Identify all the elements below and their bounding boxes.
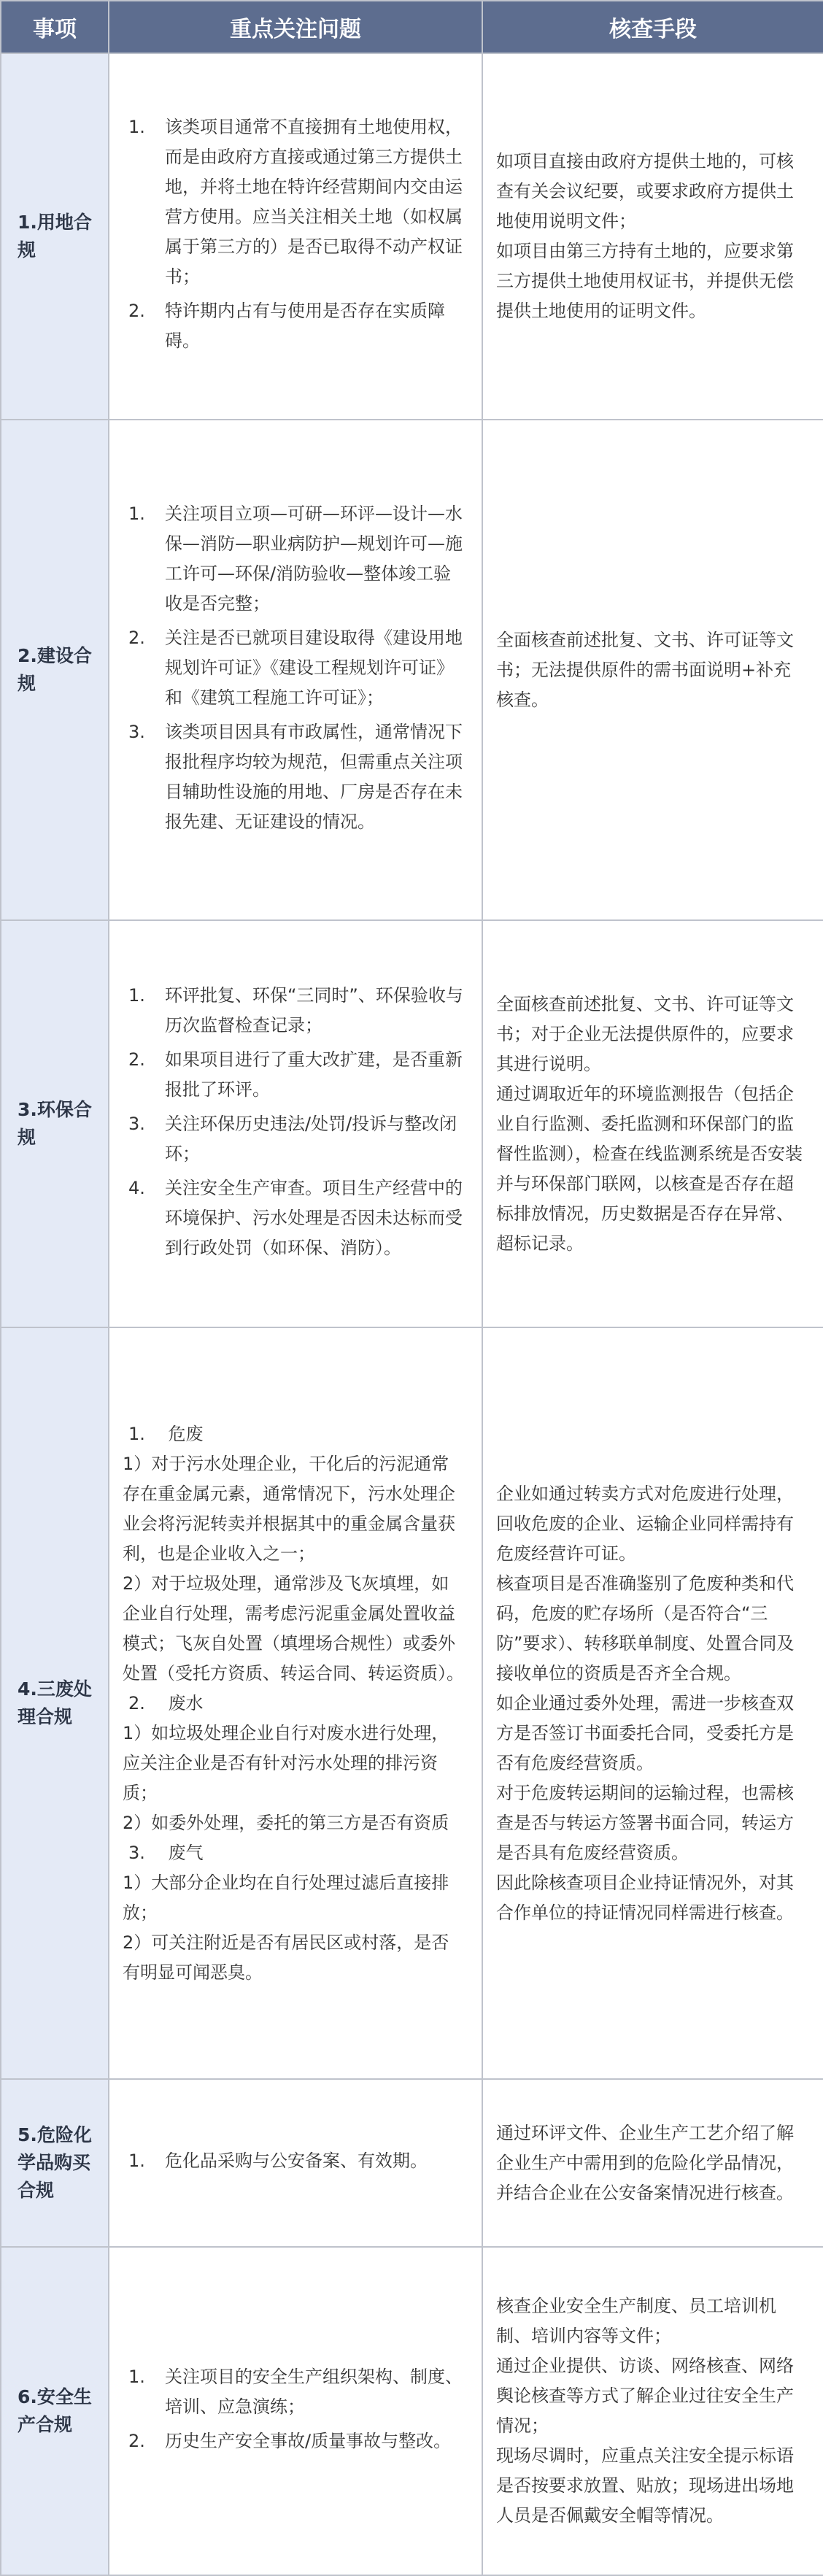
list-item: 1. 危化品采购与公安备案、有效期。 [128,2150,428,2171]
check-cell [482,53,823,420]
list-item: 2. 历史生产安全事故/质量事故与整改。 [128,2430,452,2451]
subsection-heading: 1. 危废 [128,1423,204,1444]
check-cell [482,420,823,920]
check-paragraph: 全面核查前述批复、文书、许可证等文书；无法提供原件的需书面说明+补充核查。 [496,629,794,710]
check-paragraph: 核查项目是否准确鉴别了危废种类和代码，危废的贮存场所（是否符合“三防”要求）、转移联单制度、处置合同及接收单位的资质是否齐全合规。 [496,1573,795,1684]
header-focus: 重点关注问题 [109,1,482,53]
subsection-paragraph: 2）可关注附近是否有居民区或村落，是否有明显可闻恶臭。 [123,1932,449,1983]
check-paragraph: 因此除核查项目企业持证情况外，对其合作单位的持证情况同样需进行核查。 [496,1872,794,1923]
row-item: 5.危险化学品购买合规 [1,2079,109,2247]
check-paragraph: 通过环评文件、企业生产工艺介绍了解企业生产中需用到的危险化学品情况，并结合企业在公安备案情况进行核查。 [496,2122,794,2203]
list-item: 1. 关注项目立项—可研—环评—设计—水保—消防—职业病防护—规划许可—施工许可—环保/消防验收—整体竣工验收是否完整； [128,503,463,614]
table-row [1,1327,823,2079]
check-cell [482,920,823,1327]
check-paragraph: 通过企业提供、访谈、网络核查、网络舆论核查等方式了解企业过往安全生产情况； [496,2356,794,2436]
subsection-paragraph: 1）如垃圾处理企业自行对废水进行处理，应关注企业是否有针对污水处理的排污资质； [123,1722,449,1803]
row-item: 4.三废处理合规 [1,1327,109,2079]
list-item: 4. 关注安全生产审查。项目生产经营中的环境保护、污水处理是否因未达标而受到行政处罚（如环保、消防）。 [128,1177,463,1258]
list-item: 1. 该类项目通常不直接拥有土地使用权，而是由政府方直接或通过第三方提供土地，并将土地在特许经营期间内交由运营方使用。应当关注相关土地（如权属属于第三方的）是否已取得不动产权证书； [128,117,463,287]
check-paragraph: 如项目直接由政府方提供土地的，可核查有关会议纪要，或要求政府方提供土地使用说明文件； [496,151,794,231]
focus-cell [109,2247,482,2575]
check-paragraph: 全面核查前述批复、文书、许可证等文书；对于企业无法提供原件的，应要求其进行说明。 [496,993,794,1074]
list-item: 1. 关注项目的安全生产组织架构、制度、培训、应急演练； [128,2366,463,2417]
table-row [1,2247,823,2575]
focus-cell [109,53,482,420]
row-item: 2.建设合规 [1,420,109,920]
focus-list [123,499,465,837]
check-paragraph: 对于危废转运期间的运输过程，也需核查是否与转运方签署书面合同，转运方是否具有危废经营资质。 [496,1782,794,1863]
row-item: 3.环保合规 [1,920,109,1327]
check-cell [482,2079,823,2247]
row-item: 1.用地合规 [1,53,109,420]
table-row [1,920,823,1327]
focus-list [123,112,465,356]
subsection-heading: 2. 废水 [128,1692,204,1713]
header-item: 事项 [1,1,109,53]
focus-list [123,981,465,1263]
table-row [1,53,823,420]
focus-cell [109,2079,482,2247]
list-item: 2. 关注是否已就项目建设取得《建设用地规划许可证》《建设工程规划许可证》和《建筑工程施工许可证》； [128,627,463,708]
check-paragraph: 核查企业安全生产制度、员工培训机制、培训内容等文件； [496,2296,776,2346]
list-item: 3. 关注环保历史违法/处罚/投诉与整改闭环； [128,1113,457,1164]
focus-cell [109,920,482,1327]
focus-cell [109,1327,482,2079]
subsection-paragraph: 1）对于污水处理企业，干化后的污泥通常存在重金属元素，通常情况下，污水处理企业会将污泥转卖并根据其中的重金属含量获利，也是企业收入之一； [123,1453,455,1564]
subsection-paragraph: 2）如委外处理，委托的第三方是否有资质 [123,1812,449,1833]
check-paragraph: 通过调取近年的环境监测报告（包括企业自行监测、委托监测和环保部门的监督性监测），检查在线监测系统是否安装并与环保部门联网，以核查是否存在超标排放情况，历史数据是否存在异常、超标记录。 [496,1083,803,1254]
focus-list [123,2362,465,2456]
check-paragraph: 如项目由第三方持有土地的，应要求第三方提供土地使用权证书，并提供无偿提供土地使用的证明文件。 [496,241,794,321]
list-item: 1. 环评批复、环保“三同时”、环保验收与历次监督检查记录； [128,984,463,1036]
table-row [1,2079,823,2247]
check-paragraph: 企业如通过转卖方式对危废进行处理，回收危废的企业、运输企业同样需持有危废经营许可证。 [496,1483,794,1564]
check-cell [482,2247,823,2575]
list-item: 2. 特许期内占有与使用是否存在实质障碍。 [128,301,445,351]
header-check: 核查手段 [482,1,823,53]
subsection-paragraph: 1）大部分企业均在自行处理过滤后直接排放； [123,1872,449,1923]
check-paragraph: 如企业通过委外处理，需进一步核查双方是否签订书面委托合同，受委托方是否有危废经营资质。 [496,1692,794,1773]
table-header-row [1,1,823,53]
check-paragraph: 现场尽调时，应重点关注安全提示标语是否按要求放置、贴放；现场进出场地人员是否佩戴安全帽等情况。 [496,2445,794,2526]
list-item: 3. 该类项目因具有市政属性，通常情况下报批程序均较为规范，但需重点关注项目辅助性设施的用地、厂房是否存在未报先建、无证建设的情况。 [128,721,463,832]
focus-list [123,2146,465,2176]
list-item: 2. 如果项目进行了重大改扩建，是否重新报批了环评。 [128,1049,463,1100]
table-row [1,420,823,920]
subsection-paragraph: 2）对于垃圾处理，通常涉及飞灰填埋，如企业自行处理，需考虑污泥重金属处置收益模式；飞灰自处置（填埋场合规性）或委外处置（受托方资质、转运合同、转运资质）。 [123,1573,464,1684]
focus-cell [109,420,482,920]
subsection-heading: 3. 废气 [128,1842,204,1863]
row-item: 6.安全生产合规 [1,2247,109,2575]
check-cell [482,1327,823,2079]
